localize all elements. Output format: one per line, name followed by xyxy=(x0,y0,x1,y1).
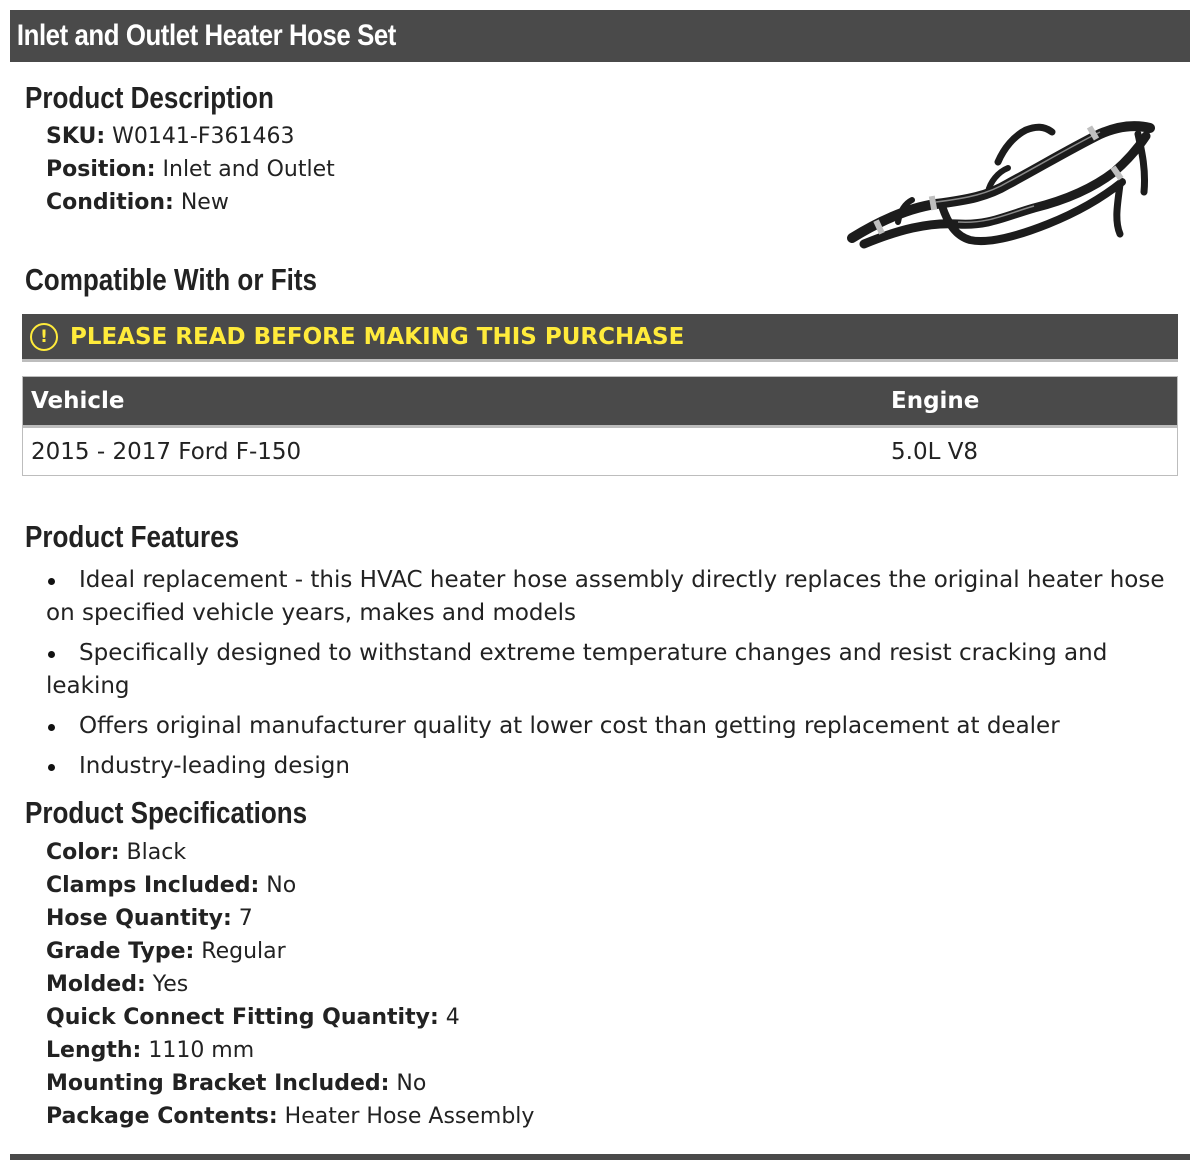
spec-package-contents: Package Contents: Heater Hose Assembly xyxy=(46,1104,535,1129)
list-item: Ideal replacement - this HVAC heater hose assembly directly replaces the original heater hose on specified vehicle years, makes and models xyxy=(46,564,1176,630)
spec-mounting-bracket-included: Mounting Bracket Included: No xyxy=(46,1071,427,1096)
column-header-vehicle: Vehicle xyxy=(23,377,884,427)
spec-hose-quantity: Hose Quantity: 7 xyxy=(46,906,253,931)
features-list xyxy=(46,564,1176,790)
specifications-list xyxy=(46,836,534,1133)
list-item: Industry-leading design xyxy=(46,750,1176,783)
spec-quick-connect-fitting-quantity: Quick Connect Fitting Quantity: 4 xyxy=(46,1005,460,1030)
title-bar xyxy=(10,10,1190,62)
spec-grade-type: Grade Type: Regular xyxy=(46,939,286,964)
spec-color: Color: Black xyxy=(46,840,187,865)
product-specifications-heading: Product Specifications xyxy=(25,795,308,830)
list-item: Offers original manufacturer quality at lower cost than getting replacement at dealer xyxy=(46,710,1176,743)
spec-molded: Molded: Yes xyxy=(46,972,189,997)
vehicle-cell: 2015 - 2017 Ford F-150 xyxy=(31,438,302,465)
product-description-heading: Product Description xyxy=(25,80,274,115)
position-row: Position: Inlet and Outlet xyxy=(46,157,335,182)
spec-length: Length: 1110 mm xyxy=(46,1038,255,1063)
engine-cell: 5.0L V8 xyxy=(891,438,979,465)
table-header-row xyxy=(23,377,1178,427)
bottom-divider xyxy=(10,1154,1190,1160)
table-row xyxy=(23,427,1178,476)
page-title: Inlet and Outlet Heater Hose Set xyxy=(16,19,396,52)
warning-icon: ! xyxy=(30,323,58,351)
product-features-heading: Product Features xyxy=(25,519,240,554)
description-list xyxy=(46,120,335,219)
spec-clamps-included: Clamps Included: No xyxy=(46,873,297,898)
sku-row: SKU: W0141-F361463 xyxy=(46,124,295,149)
list-item: Specifically designed to withstand extreme temperature changes and resist cracking and leaking xyxy=(46,637,1176,703)
purchase-warning-banner xyxy=(22,314,1178,362)
column-header-engine: Engine xyxy=(883,377,1178,427)
compatible-heading: Compatible With or Fits xyxy=(25,262,317,297)
heater-hose-product-image xyxy=(838,112,1168,254)
warning-text: PLEASE READ BEFORE MAKING THIS PURCHASE xyxy=(70,323,685,350)
compatibility-table xyxy=(22,376,1178,476)
condition-row: Condition: New xyxy=(46,190,229,215)
